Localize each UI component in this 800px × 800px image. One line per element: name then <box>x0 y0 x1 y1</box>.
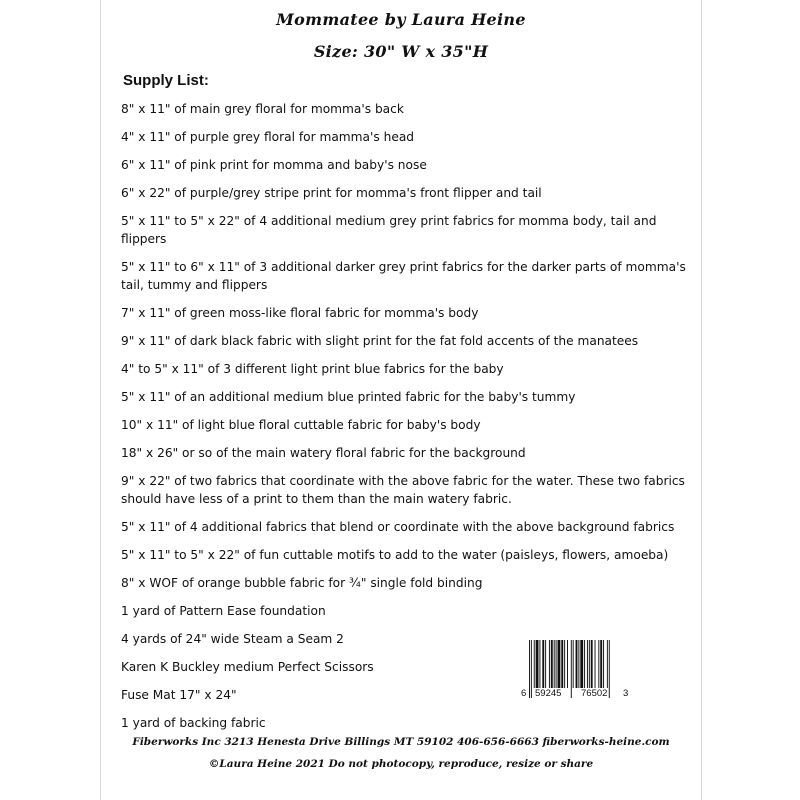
supply-item: 5" x 11" of 4 additional fabrics that blend or coordinate with the above background fabrics <box>121 520 675 534</box>
supply-item: 8" x WOF of orange bubble fabric for ¾" single fold binding <box>121 576 483 590</box>
barcode-bar <box>600 640 602 688</box>
barcode-check-digit: 3 <box>623 688 629 699</box>
supply-item: 5" x 11" to 6" x 11" of 3 additional darker grey print fabrics for the darker parts of momma's tail, tummy and flippers <box>121 260 686 292</box>
barcode-bar <box>529 640 530 698</box>
supply-list-heading: Supply List: <box>123 72 209 89</box>
supply-item: 9" x 11" of dark black fabric with slight print for the fat fold accents of the manatees <box>121 334 639 348</box>
supply-item: 5" x 11" to 5" x 22" of 4 additional medium grey print fabrics for momma body, tail and flippers <box>121 214 657 246</box>
barcode-bar <box>587 640 588 688</box>
barcode-bar <box>576 640 578 688</box>
upc-barcode <box>521 640 631 710</box>
pattern-title: Mommatee by Laura Heine <box>276 10 526 29</box>
footer-copyright: ©Laura Heine 2021 Do not photocopy, reproduce, resize or share <box>208 758 594 770</box>
barcode-bar <box>539 640 540 688</box>
supply-item: 18" x 26" or so of the main watery floral fabric for the background <box>121 446 526 460</box>
barcode-bar <box>591 640 593 688</box>
supply-item: 4" to 5" x 11" of 3 different light print blue fabrics for the baby <box>121 362 504 376</box>
barcode-bar <box>603 640 604 688</box>
barcode-bar <box>551 640 553 688</box>
supply-item: Karen K Buckley medium Perfect Scissors <box>121 660 374 674</box>
supply-item: 10" x 11" of light blue floral cuttable fabric for baby's body <box>121 418 481 432</box>
supply-item: Fuse Mat 17" x 24" <box>121 688 237 702</box>
barcode-bar <box>595 640 596 688</box>
barcode-bar <box>531 640 532 698</box>
supply-item: 5" x 11" of an additional medium blue printed fabric for the baby's tummy <box>121 390 576 404</box>
pattern-sheet <box>100 0 702 800</box>
barcode-bar <box>564 640 565 688</box>
pattern-size: Size: 30" W x 35"H <box>313 42 489 61</box>
barcode-bar <box>598 640 599 688</box>
barcode-bar <box>542 640 544 688</box>
barcode-bar <box>607 640 608 688</box>
barcode-right-group: 76502 <box>581 688 608 699</box>
barcode-bar <box>584 640 585 688</box>
barcode-bar <box>567 640 568 688</box>
supply-item: 1 yard of Pattern Ease foundation <box>121 604 326 618</box>
supply-item: 4" x 11" of purple grey floral for mamma's head <box>121 130 415 144</box>
supply-item: 1 yard of backing fabric <box>121 716 266 730</box>
barcode-bar <box>561 640 563 688</box>
barcode-bar <box>580 640 583 688</box>
barcode-lead-digit: 6 <box>521 688 527 699</box>
barcode-bar <box>534 640 535 688</box>
supply-item: 6" x 11" of pink print for momma and baby's nose <box>121 158 427 172</box>
supply-item: 6" x 22" of purple/grey stripe print for momma's front flipper and tail <box>121 186 542 200</box>
barcode-bar <box>573 640 574 688</box>
barcode-bar <box>554 640 555 688</box>
barcode-bar <box>571 640 572 698</box>
supply-item: 9" x 22" of two fabrics that coordinate with the above fabric for the water. These two fabrics should have less of a print to them than the main watery fabric. <box>121 474 685 506</box>
supply-item: 4 yards of 24" wide Steam a Seam 2 <box>121 632 344 646</box>
barcode-bar <box>556 640 557 688</box>
barcode-bar <box>589 640 590 688</box>
supply-item: 5" x 11" to 5" x 22" of fun cuttable motifs to add to the water (paisleys, flowers, amoeba) <box>121 548 669 562</box>
barcode-bar <box>558 640 561 688</box>
barcode-bar <box>549 640 550 688</box>
barcode-left-group: 59245 <box>535 688 562 699</box>
barcode-bar <box>609 640 610 698</box>
supply-item: 8" x 11" of main grey floral for momma's back <box>121 102 404 116</box>
supply-item: 7" x 11" of green moss-like floral fabric for momma's body <box>121 306 479 320</box>
barcode-bar <box>545 640 546 688</box>
footer-address: Fiberworks Inc 3213 Henesta Drive Billings MT 59102 406-656-6663 fiberworks-heine.com <box>132 736 670 748</box>
barcode-bar <box>536 640 539 688</box>
barcode-bar <box>578 640 579 688</box>
